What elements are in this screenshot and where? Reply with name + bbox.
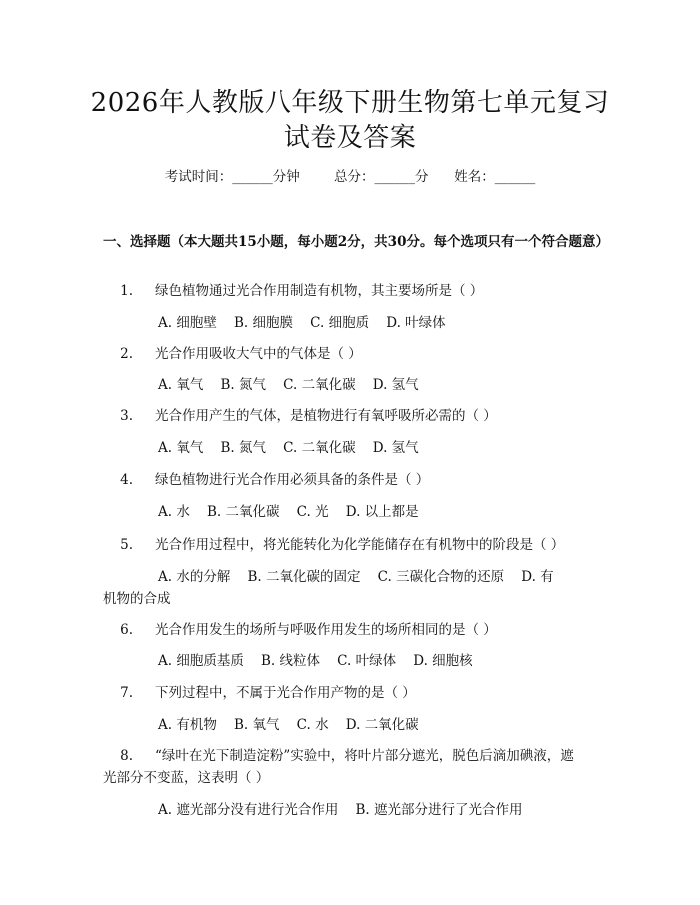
exam-meta [0,167,700,187]
question-text: 光合作用产生的气体，是植物进行有氧呼吸所必需的（ ） [155,408,497,424]
question-4-options: A. 水 B. 二氧化碳 C. 光 D. 以上都是 [158,504,419,520]
question-number: 6. [120,622,133,638]
question-5-options: A. 水的分解 B. 二氧化碳的固定 C. 三碳化合物的还原 D. 有 [158,569,554,585]
question-3 [103,405,603,428]
title-line-2: 试卷及答案 [283,123,417,153]
question-number: 1. [120,283,133,299]
question-text: 下列过程中，不属于光合作用产物的是（ ） [155,685,416,701]
name-blank: ______ [494,169,536,185]
question-4 [103,469,603,492]
question-8 [103,745,603,768]
question-1 [103,280,603,303]
question-3-options: A. 氧气 B. 氮气 C. 二氧化碳 D. 氢气 [158,440,419,456]
question-7 [103,682,603,705]
question-text: 光合作用过程中，将光能转化为化学能储存在有机物中的阶段是（ ） [155,537,565,553]
question-8-options: A. 遮光部分没有进行光合作用 B. 遮光部分进行了光合作用 [158,802,523,818]
question-number: 7. [120,685,133,701]
question-text: 光合作用发生的场所与呼吸作用发生的场所相同的是（ ） [155,622,497,638]
question-number: 4. [120,472,133,488]
time-blank: ______ [232,169,273,185]
score-unit: 分 [415,169,429,185]
question-text: 光合作用吸收大气中的气体是（ ） [155,346,362,362]
question-1-options: A. 细胞壁 B. 细胞膜 C. 细胞质 D. 叶绿体 [158,315,446,331]
question-text: 绿色植物通过光合作用制造有机物，其主要场所是（ ） [155,283,484,299]
question-6-options: A. 细胞质基质 B. 线粒体 C. 叶绿体 D. 细胞核 [158,653,473,669]
question-5-options-continued: 机物的合成 [103,591,171,607]
question-6 [103,619,603,642]
question-number: 5. [120,537,133,553]
question-5 [103,534,603,557]
section-heading: 一、选择题（本大题共15小题，每小题2分，共30分。每个选项只有一个符合题意） [103,234,609,250]
score-blank: ______ [374,169,416,185]
question-7-options: A. 有机物 B. 氧气 C. 水 D. 二氧化碳 [158,717,419,733]
score-label: 总分： [334,169,375,185]
question-text: “绿叶在光下制造淀粉”实验中，将叶片部分遮光，脱色后滴加碘液，遮 [155,748,574,764]
title-line-1: 2026年人教版八年级下册生物第七单元复习 [90,88,610,118]
question-number: 3. [120,408,133,424]
time-label: 考试时间： [164,169,233,185]
question-8-continued: 光部分不变蓝，这表明（ ） [103,770,270,786]
question-2-options: A. 氧气 B. 氮气 C. 二氧化碳 D. 氢气 [158,377,419,393]
question-number: 2. [120,346,133,362]
name-label: 姓名： [454,169,495,185]
question-number: 8. [120,748,133,764]
time-unit: 分钟 [272,169,300,185]
question-2 [103,343,603,366]
question-text: 绿色植物进行光合作用必须具备的条件是（ ） [155,472,430,488]
